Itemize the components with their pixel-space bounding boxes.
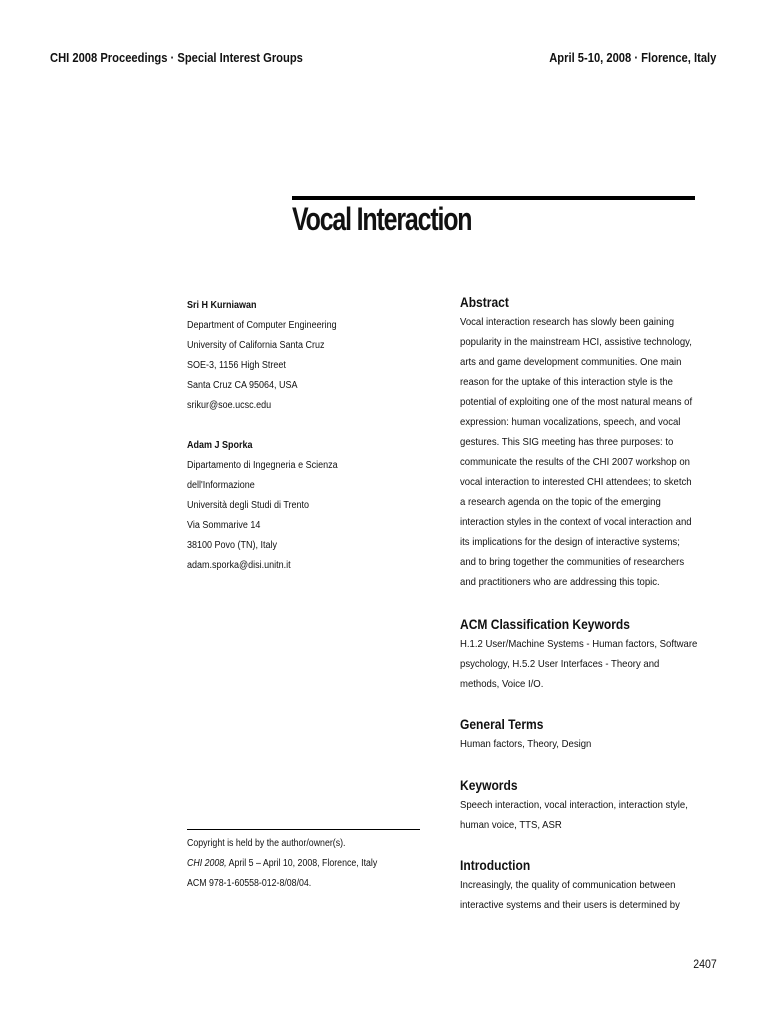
page-number: 2407	[693, 957, 717, 971]
author-block-2	[187, 436, 427, 576]
body-line: and practitioners who are addressing this topic.	[460, 576, 660, 588]
author-affiliation-line: Department of Computer Engineering	[187, 320, 337, 331]
section-heading: Keywords	[460, 777, 518, 793]
author-affiliation-line: University of California Santa Cruz	[187, 340, 325, 351]
copyright-block	[187, 834, 403, 894]
body-line: a research agenda on the topic of the emerging	[460, 496, 661, 508]
body-line: reason for the uptake of this interaction style is the	[460, 376, 673, 388]
conference-line	[187, 854, 377, 874]
body-line: gestures. This SIG meeting has three purposes: to	[460, 436, 674, 448]
body-line: expression: human vocalizations, speech, and vocal	[460, 416, 681, 428]
body-line: human voice, TTS, ASR	[460, 819, 562, 831]
body-line: popularity in the mainstream HCI, assistive technology,	[460, 336, 692, 348]
conference-name: CHI 2008,	[187, 858, 227, 869]
acm-isbn-line: ACM 978-1-60558-012-8/08/04.	[187, 878, 312, 889]
section-general-terms	[460, 714, 710, 754]
copyright-line: Copyright is held by the author/owner(s).	[187, 838, 346, 849]
section-heading: Abstract	[460, 294, 509, 310]
author-affiliation-line: Dipartamento di Ingegneria e Scienza	[187, 460, 338, 471]
body-line: interaction styles in the context of vocal interaction and	[460, 516, 692, 528]
body-line: interactive systems and their users is determined by	[460, 899, 680, 911]
section-introduction	[460, 855, 710, 915]
body-line: Vocal interaction research has slowly been gaining	[460, 316, 675, 328]
author-address-line: SOE-3, 1156 High Street	[187, 360, 286, 371]
body-line: potential of exploiting one of the most natural means of	[460, 396, 693, 408]
running-header-left: CHI 2008 Proceedings · Special Interest Groups	[50, 50, 303, 65]
author-affiliation-line: Università degli Studi di Trento	[187, 500, 310, 511]
author-email: srikur@soe.ucsc.edu	[187, 400, 272, 411]
title-rule	[292, 196, 695, 200]
body-line: methods, Voice I/O.	[460, 678, 544, 690]
paper-title: Vocal Interaction	[292, 201, 472, 237]
section-body	[460, 734, 710, 754]
section-heading: General Terms	[460, 716, 544, 732]
body-line: communicate the results of the CHI 2007 workshop on	[460, 456, 690, 468]
author-email: adam.sporka@disi.unitn.it	[187, 560, 291, 571]
section-abstract	[460, 292, 710, 592]
body-line: H.1.2 User/Machine Systems - Human factors, Software	[460, 638, 698, 650]
footnote-rule	[187, 829, 420, 830]
body-line: vocal interaction to interested CHI attendees; to sketch	[460, 476, 692, 488]
conference-dates: April 5 – April 10, 2008, Florence, Italy	[226, 858, 378, 869]
body-line: its implications for the design of interactive systems;	[460, 536, 680, 548]
body-line: Human factors, Theory, Design	[460, 738, 592, 750]
author-name: Sri H Kurniawan	[187, 300, 257, 311]
body-line: and to bring together the communities of researchers	[460, 556, 685, 568]
section-body	[460, 795, 710, 835]
body-line: Speech interaction, vocal interaction, interaction style,	[460, 799, 688, 811]
author-address-line: 38100 Povo (TN), Italy	[187, 540, 278, 551]
running-header-right: April 5-10, 2008 · Florence, Italy	[548, 50, 716, 65]
body-line: psychology, H.5.2 User Interfaces - Theory and	[460, 658, 660, 670]
section-keywords	[460, 775, 710, 835]
body-line: arts and game development communities. One main	[460, 356, 682, 368]
author-name: Adam J Sporka	[187, 440, 253, 451]
author-address-line: Santa Cruz CA 95064, USA	[187, 380, 298, 391]
section-body	[460, 875, 710, 915]
section-heading: Introduction	[460, 857, 531, 873]
section-acm-classification	[460, 614, 710, 694]
section-heading: ACM Classification Keywords	[460, 616, 630, 632]
body-line: Increasingly, the quality of communication between	[460, 879, 676, 891]
author-address-line: Via Sommarive 14	[187, 520, 261, 531]
author-affiliation-line: dell'Informazione	[187, 480, 255, 491]
section-body	[460, 312, 710, 592]
author-block-1	[187, 296, 427, 416]
section-body	[460, 634, 710, 694]
